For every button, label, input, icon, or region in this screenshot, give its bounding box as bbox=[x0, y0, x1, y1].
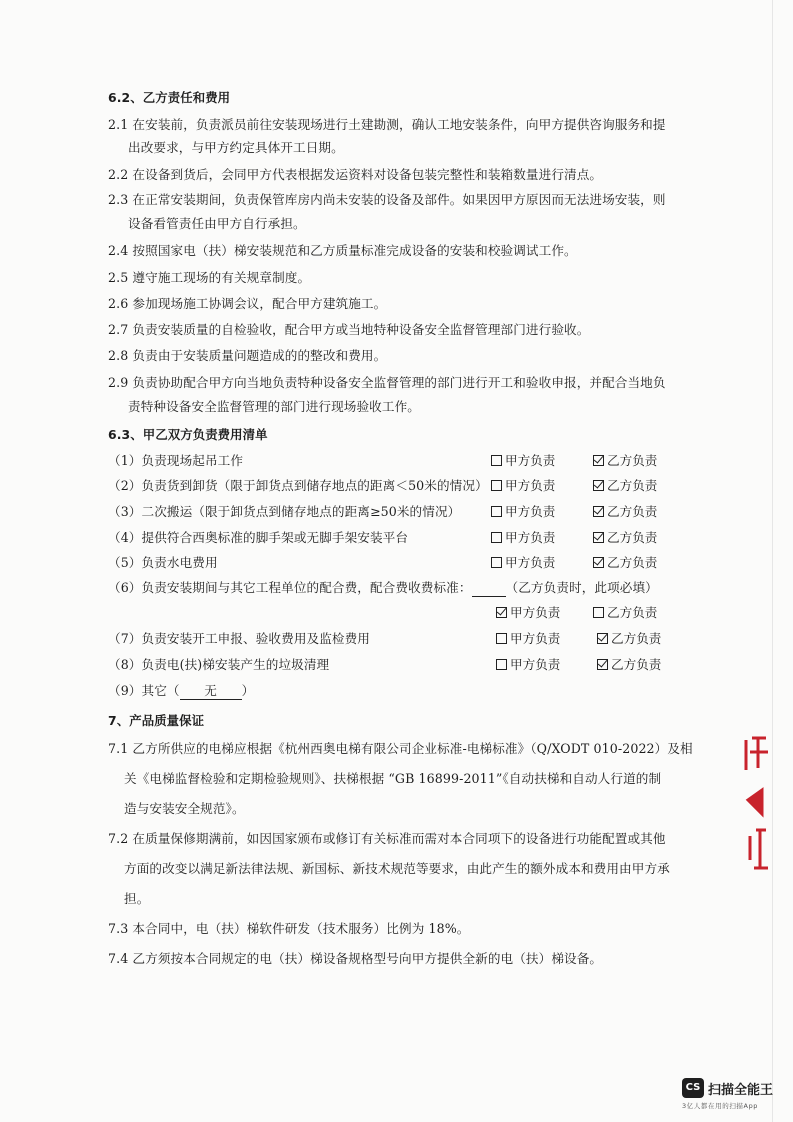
cost-item-9: （9）其它（ 无 ） bbox=[108, 683, 255, 698]
clause-7-2-line-2: 方面的改变以满足新法律法规、新国标、新技术规范等要求，由此产生的额外成本和费用由甲方承 bbox=[124, 861, 670, 876]
cost-item-8-party-a-checkbox[interactable]: 甲方负责 bbox=[496, 657, 560, 673]
checkbox-checked-icon bbox=[593, 557, 604, 568]
cost-item-3-party-a-checkbox[interactable]: 甲方负责 bbox=[491, 504, 555, 520]
clause-2-6: 2.6 参加现场施工协调会议，配合甲方建筑施工。 bbox=[108, 296, 387, 311]
cost-item-6-label: （6）负责安装期间与其它工程单位的配合费，配合费收费标准： bbox=[108, 580, 472, 595]
cost-item-6-party-a-checkbox[interactable]: 甲方负责 bbox=[496, 605, 560, 621]
cost-item-5-party-b-checkbox[interactable]: 乙方负责 bbox=[593, 555, 657, 571]
cost-item-6-fee-blank[interactable] bbox=[472, 580, 506, 597]
checkbox-checked-icon bbox=[593, 532, 604, 543]
clause-2-2: 2.2 在设备到货后，会同甲方代表根据发运资料对设备包装完整性和装箱数量进行清点。 bbox=[108, 167, 603, 182]
cost-item-2-party-a-checkbox[interactable]: 甲方负责 bbox=[491, 478, 555, 494]
clause-7-2-line-3: 担。 bbox=[124, 891, 150, 906]
checkbox-unchecked-icon bbox=[491, 532, 502, 543]
clause-7-4: 7.4 乙方须按本合同规定的电（扶）梯设备规格型号向甲方提供全新的电（扶）梯设备。 bbox=[108, 951, 603, 966]
clause-2-7: 2.7 负责安装质量的自检验收，配合甲方或当地特种设备安全监督管理部门进行验收。 bbox=[108, 322, 590, 337]
cost-item-2: （2）负责货到卸货（限于卸货点到储存地点的距离＜50米的情况） bbox=[108, 478, 488, 493]
cost-item-5: （5）负责水电费用 bbox=[108, 555, 218, 570]
checkbox-checked-icon bbox=[496, 607, 507, 618]
cost-item-4-party-b-checkbox[interactable]: 乙方负责 bbox=[593, 530, 657, 546]
cost-item-7-party-a-checkbox[interactable]: 甲方负责 bbox=[496, 631, 560, 647]
cost-item-7: （7）负责安装开工申报、验收费用及监检费用 bbox=[108, 631, 370, 646]
cost-item-3: （3）二次搬运（限于卸货点到储存地点的距离≥50米的情况） bbox=[108, 504, 461, 519]
clause-7-1-line-3: 造与安装安全规范》。 bbox=[124, 801, 245, 816]
cost-item-5-party-a-checkbox[interactable]: 甲方负责 bbox=[491, 555, 555, 571]
checkbox-unchecked-icon bbox=[491, 506, 502, 517]
scan-edge-line bbox=[772, 0, 773, 1122]
scanner-watermark bbox=[682, 1078, 782, 1112]
cost-item-6-party-b-checkbox[interactable]: 乙方负责 bbox=[593, 605, 657, 621]
checkbox-checked-icon bbox=[597, 633, 608, 644]
camscanner-logo-icon: CS bbox=[682, 1078, 704, 1098]
section-heading-6-2: 6.2、乙方责任和费用 bbox=[108, 90, 231, 105]
checkbox-unchecked-icon bbox=[491, 557, 502, 568]
clause-2-1-line-1: 2.1 在安装前，负责派员前往安装现场进行土建勘测，确认工地安装条件，向甲方提供咨询服务和提 bbox=[108, 117, 666, 132]
section-heading-6-3: 6.3、甲乙双方负责费用清单 bbox=[108, 427, 268, 442]
checkbox-unchecked-icon bbox=[491, 480, 502, 491]
checkbox-unchecked-icon bbox=[491, 455, 502, 466]
cost-item-6-note: （乙方负责时，此项必填） bbox=[505, 580, 658, 595]
cost-item-8: （8）负责电(扶)梯安装产生的垃圾清理 bbox=[108, 657, 330, 672]
red-seal-stamp-fragment bbox=[742, 718, 772, 893]
clause-2-3-line-1: 2.3 在正常安装期间，负责保管库房内尚未安装的设备及部件。如果因甲方原因而无法进场安装，则 bbox=[108, 192, 666, 207]
checkbox-unchecked-icon bbox=[496, 659, 507, 670]
clause-7-3: 7.3 本合同中，电（扶）梯软件研发（技术服务）比例为 18%。 bbox=[108, 921, 470, 936]
cost-item-7-party-b-checkbox[interactable]: 乙方负责 bbox=[597, 631, 661, 647]
cost-item-1-party-a-checkbox[interactable]: 甲方负责 bbox=[491, 453, 555, 469]
checkbox-checked-icon bbox=[593, 455, 604, 466]
cost-item-4: （4）提供符合西奥标准的脚手架或无脚手架安装平台 bbox=[108, 530, 409, 545]
clause-2-9-line-1: 2.9 负责协助配合甲方向当地负责特种设备安全监督管理的部门进行开工和验收申报，并配合当地负 bbox=[108, 375, 666, 390]
cost-item-9-other-value[interactable]: 无 bbox=[180, 683, 242, 700]
clause-2-5: 2.5 遵守施工现场的有关规章制度。 bbox=[108, 270, 311, 285]
checkbox-unchecked-icon bbox=[496, 633, 507, 644]
clause-2-4: 2.4 按照国家电（扶）梯安装规范和乙方质量标准完成设备的安装和校验调试工作。 bbox=[108, 243, 577, 258]
checkbox-checked-icon bbox=[593, 480, 604, 491]
clause-2-8: 2.8 负责由于安装质量问题造成的的整改和费用。 bbox=[108, 348, 387, 363]
section-heading-7: 7、产品质量保证 bbox=[108, 713, 205, 728]
cost-item-1-party-b-checkbox[interactable]: 乙方负责 bbox=[593, 453, 657, 469]
cost-item-2-party-b-checkbox[interactable]: 乙方负责 bbox=[593, 478, 657, 494]
cost-item-1: （1）负责现场起吊工作 bbox=[108, 453, 244, 468]
checkbox-checked-icon bbox=[593, 506, 604, 517]
clause-2-3-line-2: 设备看管责任由甲方自行承担。 bbox=[128, 216, 306, 231]
clause-2-1-line-2: 出改要求，与甲方约定具体开工日期。 bbox=[128, 140, 344, 155]
watermark-tagline: 3亿人都在用的扫描App bbox=[682, 1102, 759, 1110]
cost-item-4-party-a-checkbox[interactable]: 甲方负责 bbox=[491, 530, 555, 546]
cost-item-8-party-b-checkbox[interactable]: 乙方负责 bbox=[597, 657, 661, 673]
watermark-app-name: 扫描全能王 bbox=[708, 1083, 774, 1098]
clause-2-9-line-2: 责特种设备安全监督管理的部门进行现场验收工作。 bbox=[128, 399, 420, 414]
clause-7-1-line-2: 关《电梯监督检验和定期检验规则》、扶梯根据 “GB 16899-2011”《自动扶梯和自动人行道的制 bbox=[124, 771, 662, 786]
checkbox-unchecked-icon bbox=[593, 607, 604, 618]
checkbox-checked-icon bbox=[597, 659, 608, 670]
clause-7-2-line-1: 7.2 在质量保修期满前，如因国家颁布或修订有关标准而需对本合同项下的设备进行功能配置或其他 bbox=[108, 831, 666, 846]
clause-7-1-line-1: 7.1 乙方所供应的电梯应根据《杭州西奥电梯有限公司企业标准-电梯标准》（Q/XODT 010-2022）及相 bbox=[108, 741, 693, 756]
cost-item-3-party-b-checkbox[interactable]: 乙方负责 bbox=[593, 504, 657, 520]
cost-item-6 bbox=[108, 580, 658, 597]
